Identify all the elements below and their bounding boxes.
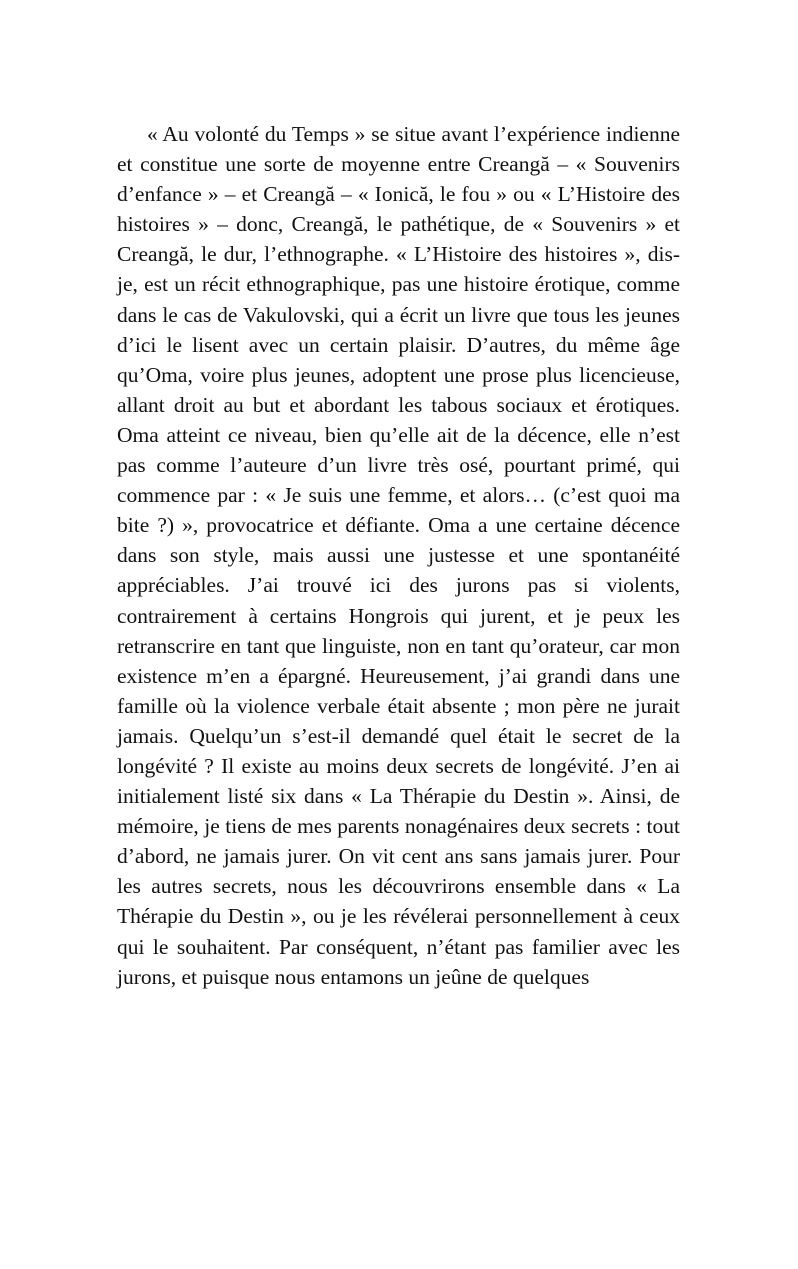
body-paragraph: « Au volonté du Temps » se situe avant l’expérience indienne et constitue une sorte de moyenne entre Creangă – « Souvenirs d’enfance » – et Creangă – « Ionică, le fou » ou « L’Histoire des histoires » – donc, Creangă, le pathétique, de « Souvenirs » et Creangă, le dur, l’ethnographe. « L’Histoire des histoires », dis-je, est un récit ethnographique, pas une histoire érotique, comme dans le cas de Vakulovski, qui a écrit un livre que tous les jeunes d’ici le lisent avec un certain plaisir. D’autres, du même âge qu’Oma, voire plus jeunes, adoptent une prose plus licencieuse, allant droit au but et abordant les tabous sociaux et érotiques. Oma atteint ce niveau, bien qu’elle ait de la décence, elle n’est pas comme l’auteure d’un livre très osé, pourtant primé, qui commence par : « Je suis une femme, et alors… (c’est quoi ma bite ?) », provocatrice et défiante. Oma a une certaine décence dans son style, mais aussi une justesse et une spontanéité appréciables. J’ai trouvé ici des jurons pas si violents, contrairement à certains Hongrois qui jurent, et je peux les retranscrire en tant que linguiste, non en tant qu’orateur, car mon existence m’en a épargné. Heureusement, j’ai grandi dans une famille où la violence verbale était absente ; mon père ne jurait jamais. Quelqu’un s’est-il demandé quel était le secret de la longévité ? Il existe au moins deux secrets de longévité. J’en ai initialement listé six dans « La Thérapie du Destin ». Ainsi, de mémoire, je tiens de mes parents nonagénaires deux secrets : tout d’abord, ne jamais jurer. On vit cent ans sans jamais jurer. Pour les autres secrets, nous les découvrirons ensemble dans « La Thérapie du Destin », ou je les révélerai personnellement à ceux qui le souhaitent. Par conséquent, n’étant pas familier avec les jurons, et puisque nous entamons un jeûne de quelques <box>117 122 680 989</box>
page-body <box>117 119 680 992</box>
